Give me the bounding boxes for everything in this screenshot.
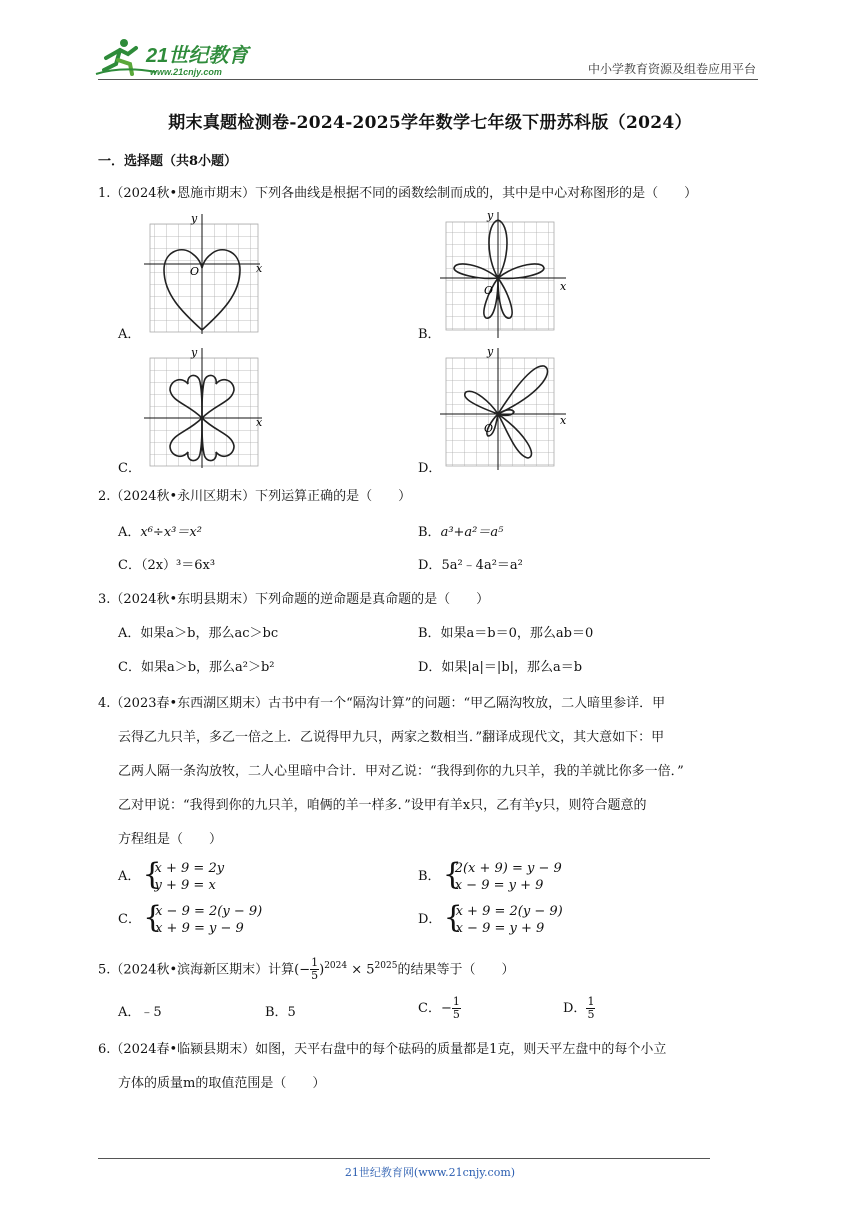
y-axis-label: y [191,212,198,225]
numerator: 1 [311,956,319,970]
option-letter: C． [118,558,141,573]
equation-line: x − 9 = y + 9 [455,921,545,936]
q3-option-a: A．如果a＞b，那么ac＞bc [118,626,279,641]
fraction [452,996,461,1021]
option-letter: B． [418,869,441,884]
equation-system [445,860,562,894]
exponent: 2024 [324,961,348,971]
header-divider [98,79,758,80]
x-axis-label: x [560,414,567,427]
question-4-line-2: 云得乙九只羊，多乙一倍之上．乙说得甲九只，两家之数相当．”翻译成现代文，其大意如下：甲 [118,730,665,745]
question-4-line-3: 乙两人隔一条沟放牧，二人心里暗中合计．甲对乙说：“我得到你的九只羊，我的羊就比你多一倍．” [118,764,684,779]
y-axis-label: y [487,209,494,222]
equation-line: x − 9 = y + 9 [454,878,544,893]
graph-c-clover [142,346,268,470]
y-axis-label: y [487,345,494,358]
x-axis-label: x [256,262,263,275]
numerator: 1 [452,995,460,1008]
question-2-stem: 2.（2024秋•永川区期末）下列运算正确的是（ ） [98,489,412,504]
times-five: × 5 [347,962,375,978]
option-letter: D． [563,1001,587,1016]
question-3-stem: 3.（2024秋•东明县期末）下列命题的逆命题是真命题的是（ ） [98,592,490,607]
stem-suffix: 的结果等于（ ） [397,962,515,978]
minus-sign: − [440,1001,452,1016]
expr-open: (− [294,962,311,978]
q5-option-c [418,996,461,1021]
option-letter: A． [118,525,141,540]
numerator: 1 [587,995,595,1008]
x-axis-label: x [560,280,567,293]
option-letter: C． [418,1001,441,1016]
logo-main-text: 21世纪教育 [146,45,249,67]
footer-divider [98,1158,710,1159]
denominator: 5 [587,1008,595,1021]
origin-label: O [190,265,200,278]
question-4-line-4: 乙对甲说：“我得到你的九只羊，咱俩的羊一样多．”设甲有羊x只，乙有羊y只，则符合题意的 [118,798,647,813]
graph-a-heart [142,212,268,336]
q4-option-b [418,860,562,894]
q2-option-d [418,556,523,576]
option-letter: D． [418,558,442,573]
q3-option-d: D．如果|a|＝|b|，那么a＝b [418,660,583,675]
denominator: 5 [311,969,319,983]
q1-option-b-label: B． [418,327,441,342]
question-6-line-1: 6.（2024春•临颍县期末）如图，天平右盘中的每个砝码的质量都是1克，则天平左盘中的每个小立 [98,1042,667,1057]
q2-option-a [118,523,202,543]
graph-b-petals [440,208,572,340]
y-axis-label: y [191,346,198,359]
question-4-line-1: 4.（2023春•东西湖区期末）古书中有一个“隔沟计算”的问题：“甲乙隔沟牧放，二人暗里参详．甲 [98,696,666,711]
question-4-line-5: 方程组是（ ） [118,832,223,847]
fraction [310,957,319,982]
option-expression: a³+a²＝a⁵ [440,525,504,540]
q3-option-c: C．如果a＞b，那么a²＞b² [118,660,275,675]
graph-d-butterfly [440,344,572,472]
q5-option-a: A．﹣5 [118,1005,162,1020]
option-letter: C． [118,912,141,927]
q2-option-c [118,556,215,576]
x-axis-label: x [256,416,263,429]
question-1-stem: 1.（2024秋•恩施市期末）下列各曲线是根据不同的函数绘制而成的，其中是中心对称图形的是（ ） [98,186,698,201]
q4-option-c [118,903,262,937]
origin-label: O [484,284,494,297]
equation-line: { x + 9 = 2y [154,861,225,876]
footer-link[interactable]: 21世纪教育网(www.21cnjy.com) [344,1166,516,1179]
q5-option-d [563,996,595,1021]
question-5-stem: 5.（2024秋•滨海新区期末）计算(− $\frac{1}{5}$ )$^{2024} \times 5^{2025}$的结果等于（ ） [98,956,515,983]
equation-line: { 2(x + 9) = y − 9 [454,861,562,876]
option-expression: （2x）³＝6x³ [140,558,216,573]
option-expression: 5a²﹣4a²＝a² [441,558,523,573]
fraction [586,996,595,1021]
page-title: 期末真题检测卷-2024-2025学年数学七年级下册苏科版（2024） [168,113,692,133]
q1-option-a-label: A． [118,327,141,342]
section-heading: 一．选择题（共8小题） [98,154,238,169]
origin-label: O [484,422,494,435]
q1-option-c-label: C． [118,461,141,476]
platform-name: 中小学教育资源及组卷应用平台 [587,62,756,76]
equation-line: { x − 9 = 2(y − 9) [155,904,263,919]
equation-line: x + 9 = y − 9 [155,921,244,936]
q5-option-b: B．5 [265,1005,296,1020]
equation-system [145,903,262,937]
equation-system [446,903,563,937]
q2-option-b [418,523,503,543]
q3-option-b: B．如果a＝b＝0，那么ab＝0 [418,626,594,641]
option-letter: B． [418,525,441,540]
exponent: 2025 [374,961,398,971]
denominator: 5 [452,1008,460,1021]
q4-option-d [418,903,563,937]
q4-option-a [118,860,224,894]
option-letter: A． [118,869,141,884]
option-expression: x⁶÷x³＝x² [140,525,202,540]
logo-sub-text: www.21cnjy.com [150,67,222,77]
question-6-line-2: 方体的质量m的取值范围是（ ） [118,1076,326,1091]
option-letter: D． [418,912,442,927]
equation-line: { x + 9 = 2(y − 9) [455,904,563,919]
equation-system [145,860,225,894]
site-logo [92,36,262,80]
equation-line: y + 9 = x [154,878,216,893]
q1-option-d-label: D． [418,461,442,476]
stem-prefix: 5.（2024秋•滨海新区期末）计算 [98,962,295,978]
